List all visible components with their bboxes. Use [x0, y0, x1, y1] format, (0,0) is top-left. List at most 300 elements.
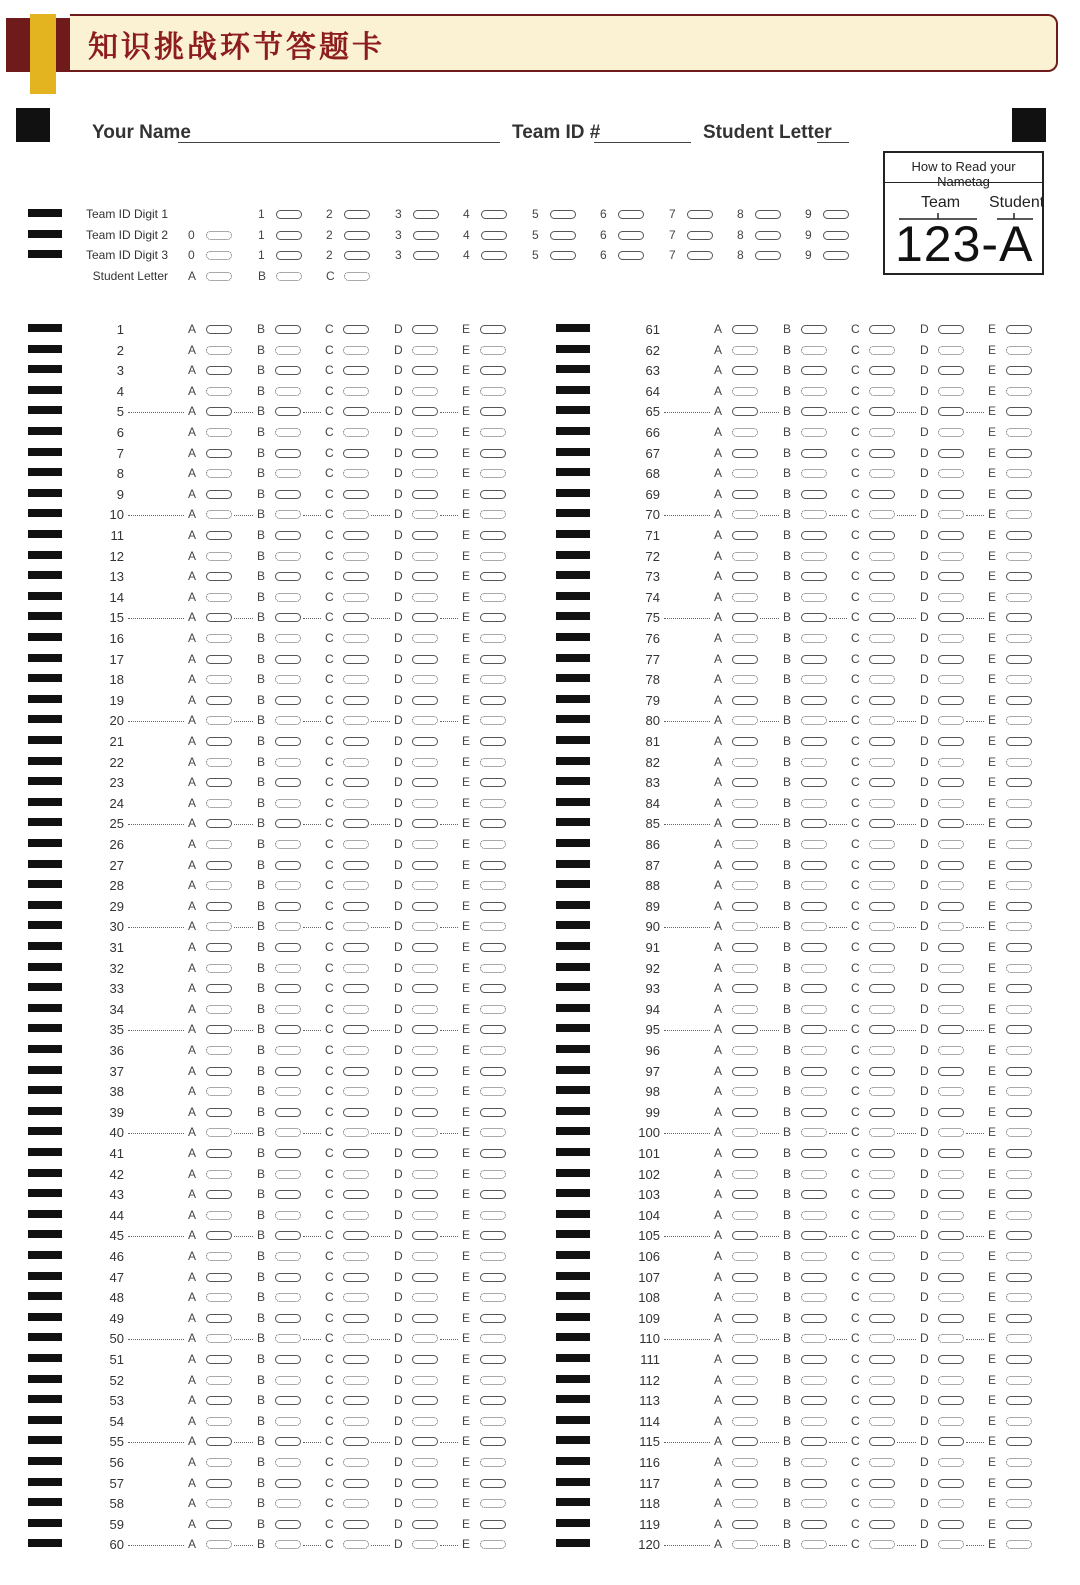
answer-bubble-c[interactable]: [869, 1520, 895, 1529]
answer-bubble-c[interactable]: [343, 861, 369, 870]
answer-bubble-d[interactable]: [412, 1376, 438, 1385]
answer-bubble-b[interactable]: [801, 1479, 827, 1488]
answer-bubble-b[interactable]: [275, 593, 301, 602]
answer-bubble-a[interactable]: [732, 1087, 758, 1096]
answer-bubble-c[interactable]: [869, 510, 895, 519]
answer-bubble-d[interactable]: [938, 964, 964, 973]
answer-bubble-d[interactable]: [938, 490, 964, 499]
answer-bubble-d[interactable]: [938, 1417, 964, 1426]
answer-bubble-c[interactable]: [343, 1314, 369, 1323]
answer-bubble-d[interactable]: [938, 1273, 964, 1282]
answer-bubble-c[interactable]: [869, 1170, 895, 1179]
answer-bubble-d[interactable]: [412, 1190, 438, 1199]
answer-bubble-c[interactable]: [869, 943, 895, 952]
answer-bubble-b[interactable]: [275, 922, 301, 931]
answer-bubble-e[interactable]: [1006, 1170, 1032, 1179]
answer-bubble-c[interactable]: [869, 531, 895, 540]
answer-bubble-e[interactable]: [480, 1437, 506, 1446]
answer-bubble-a[interactable]: [206, 1437, 232, 1446]
answer-bubble-d[interactable]: [412, 964, 438, 973]
answer-bubble-e[interactable]: [480, 1273, 506, 1282]
answer-bubble-b[interactable]: [801, 902, 827, 911]
answer-bubble-e[interactable]: [480, 737, 506, 746]
answer-bubble-d[interactable]: [412, 1520, 438, 1529]
answer-bubble-c[interactable]: [343, 881, 369, 890]
answer-bubble-b[interactable]: [275, 613, 301, 622]
id-bubble-1[interactable]: [276, 210, 302, 219]
answer-bubble-e[interactable]: [480, 1025, 506, 1034]
answer-bubble-a[interactable]: [732, 531, 758, 540]
answer-bubble-e[interactable]: [1006, 1520, 1032, 1529]
answer-bubble-a[interactable]: [732, 1417, 758, 1426]
answer-bubble-e[interactable]: [480, 1458, 506, 1467]
answer-bubble-b[interactable]: [275, 1499, 301, 1508]
answer-bubble-b[interactable]: [801, 737, 827, 746]
answer-bubble-b[interactable]: [275, 943, 301, 952]
answer-bubble-c[interactable]: [343, 1190, 369, 1199]
answer-bubble-a[interactable]: [732, 1314, 758, 1323]
answer-bubble-e[interactable]: [1006, 593, 1032, 602]
answer-bubble-e[interactable]: [1006, 819, 1032, 828]
answer-bubble-c[interactable]: [343, 696, 369, 705]
answer-bubble-a[interactable]: [732, 964, 758, 973]
answer-bubble-b[interactable]: [275, 1025, 301, 1034]
answer-bubble-e[interactable]: [1006, 1355, 1032, 1364]
answer-bubble-c[interactable]: [343, 778, 369, 787]
answer-bubble-a[interactable]: [206, 1108, 232, 1117]
answer-bubble-c[interactable]: [869, 325, 895, 334]
answer-bubble-d[interactable]: [938, 1231, 964, 1240]
answer-bubble-e[interactable]: [1006, 881, 1032, 890]
answer-bubble-a[interactable]: [206, 778, 232, 787]
answer-bubble-e[interactable]: [1006, 902, 1032, 911]
answer-bubble-c[interactable]: [343, 346, 369, 355]
answer-bubble-a[interactable]: [732, 1376, 758, 1385]
answer-bubble-c[interactable]: [343, 1458, 369, 1467]
answer-bubble-b[interactable]: [801, 881, 827, 890]
id-bubble-4[interactable]: [481, 231, 507, 240]
answer-bubble-a[interactable]: [732, 922, 758, 931]
id-bubble-5[interactable]: [550, 210, 576, 219]
answer-bubble-d[interactable]: [938, 428, 964, 437]
answer-bubble-c[interactable]: [869, 1046, 895, 1055]
answer-bubble-a[interactable]: [732, 325, 758, 334]
answer-bubble-b[interactable]: [801, 490, 827, 499]
answer-bubble-b[interactable]: [275, 1108, 301, 1117]
answer-bubble-b[interactable]: [801, 1520, 827, 1529]
answer-bubble-c[interactable]: [343, 428, 369, 437]
answer-bubble-d[interactable]: [938, 387, 964, 396]
answer-bubble-d[interactable]: [938, 1252, 964, 1261]
answer-bubble-e[interactable]: [480, 1190, 506, 1199]
answer-bubble-a[interactable]: [732, 1540, 758, 1549]
answer-bubble-c[interactable]: [343, 1499, 369, 1508]
answer-bubble-e[interactable]: [480, 387, 506, 396]
answer-bubble-c[interactable]: [343, 1376, 369, 1385]
answer-bubble-c[interactable]: [869, 449, 895, 458]
answer-bubble-a[interactable]: [206, 1479, 232, 1488]
id-bubble-A[interactable]: [206, 272, 232, 281]
answer-bubble-b[interactable]: [801, 922, 827, 931]
answer-bubble-e[interactable]: [1006, 655, 1032, 664]
answer-bubble-b[interactable]: [275, 675, 301, 684]
answer-bubble-c[interactable]: [869, 1067, 895, 1076]
answer-bubble-a[interactable]: [206, 1334, 232, 1343]
answer-bubble-a[interactable]: [732, 1252, 758, 1261]
answer-bubble-d[interactable]: [412, 1108, 438, 1117]
answer-bubble-d[interactable]: [938, 325, 964, 334]
answer-bubble-e[interactable]: [1006, 984, 1032, 993]
answer-bubble-b[interactable]: [801, 510, 827, 519]
answer-bubble-a[interactable]: [732, 655, 758, 664]
answer-bubble-d[interactable]: [938, 758, 964, 767]
answer-bubble-d[interactable]: [938, 737, 964, 746]
answer-bubble-a[interactable]: [206, 943, 232, 952]
id-bubble-3[interactable]: [413, 251, 439, 260]
answer-bubble-e[interactable]: [480, 613, 506, 622]
answer-bubble-b[interactable]: [275, 778, 301, 787]
id-bubble-5[interactable]: [550, 251, 576, 260]
answer-bubble-c[interactable]: [869, 799, 895, 808]
answer-bubble-b[interactable]: [275, 819, 301, 828]
answer-bubble-e[interactable]: [480, 407, 506, 416]
answer-bubble-d[interactable]: [938, 1108, 964, 1117]
answer-bubble-b[interactable]: [275, 902, 301, 911]
answer-bubble-b[interactable]: [275, 1437, 301, 1446]
answer-bubble-d[interactable]: [412, 1314, 438, 1323]
answer-bubble-b[interactable]: [275, 366, 301, 375]
answer-bubble-e[interactable]: [1006, 1149, 1032, 1158]
answer-bubble-d[interactable]: [938, 1499, 964, 1508]
answer-bubble-b[interactable]: [801, 366, 827, 375]
answer-bubble-c[interactable]: [343, 984, 369, 993]
id-bubble-0[interactable]: [206, 251, 232, 260]
answer-bubble-b[interactable]: [275, 1520, 301, 1529]
answer-bubble-a[interactable]: [206, 1540, 232, 1549]
answer-bubble-d[interactable]: [938, 1067, 964, 1076]
answer-bubble-b[interactable]: [801, 1128, 827, 1137]
answer-bubble-a[interactable]: [206, 1520, 232, 1529]
answer-bubble-a[interactable]: [206, 346, 232, 355]
answer-bubble-e[interactable]: [1006, 1376, 1032, 1385]
answer-bubble-b[interactable]: [801, 1005, 827, 1014]
answer-bubble-b[interactable]: [801, 1211, 827, 1220]
answer-bubble-c[interactable]: [869, 1273, 895, 1282]
answer-bubble-a[interactable]: [206, 1293, 232, 1302]
answer-bubble-d[interactable]: [412, 1046, 438, 1055]
answer-bubble-c[interactable]: [343, 613, 369, 622]
answer-bubble-e[interactable]: [480, 758, 506, 767]
team-id-field[interactable]: [594, 142, 691, 143]
answer-bubble-e[interactable]: [480, 634, 506, 643]
answer-bubble-a[interactable]: [732, 1128, 758, 1137]
answer-bubble-b[interactable]: [801, 1437, 827, 1446]
answer-bubble-a[interactable]: [732, 407, 758, 416]
answer-bubble-b[interactable]: [275, 737, 301, 746]
answer-bubble-b[interactable]: [801, 1108, 827, 1117]
answer-bubble-e[interactable]: [1006, 1273, 1032, 1282]
answer-bubble-c[interactable]: [343, 1417, 369, 1426]
answer-bubble-e[interactable]: [480, 366, 506, 375]
answer-bubble-a[interactable]: [206, 387, 232, 396]
answer-bubble-b[interactable]: [275, 1087, 301, 1096]
answer-bubble-e[interactable]: [1006, 778, 1032, 787]
answer-bubble-c[interactable]: [869, 1458, 895, 1467]
answer-bubble-e[interactable]: [1006, 716, 1032, 725]
answer-bubble-e[interactable]: [480, 1128, 506, 1137]
answer-bubble-e[interactable]: [1006, 758, 1032, 767]
answer-bubble-d[interactable]: [412, 1437, 438, 1446]
answer-bubble-e[interactable]: [480, 1314, 506, 1323]
answer-bubble-c[interactable]: [343, 510, 369, 519]
answer-bubble-e[interactable]: [1006, 510, 1032, 519]
answer-bubble-a[interactable]: [206, 716, 232, 725]
answer-bubble-e[interactable]: [480, 902, 506, 911]
answer-bubble-d[interactable]: [938, 469, 964, 478]
answer-bubble-c[interactable]: [343, 675, 369, 684]
answer-bubble-b[interactable]: [801, 1293, 827, 1302]
answer-bubble-c[interactable]: [869, 1025, 895, 1034]
id-bubble-8[interactable]: [755, 251, 781, 260]
answer-bubble-e[interactable]: [1006, 325, 1032, 334]
answer-bubble-b[interactable]: [801, 1417, 827, 1426]
answer-bubble-e[interactable]: [1006, 1005, 1032, 1014]
answer-bubble-d[interactable]: [938, 1211, 964, 1220]
answer-bubble-a[interactable]: [732, 613, 758, 622]
answer-bubble-a[interactable]: [206, 675, 232, 684]
answer-bubble-b[interactable]: [801, 964, 827, 973]
answer-bubble-d[interactable]: [938, 696, 964, 705]
id-bubble-8[interactable]: [755, 231, 781, 240]
answer-bubble-e[interactable]: [1006, 1128, 1032, 1137]
answer-bubble-a[interactable]: [732, 840, 758, 849]
answer-bubble-a[interactable]: [732, 510, 758, 519]
answer-bubble-a[interactable]: [206, 840, 232, 849]
id-bubble-2[interactable]: [344, 251, 370, 260]
answer-bubble-e[interactable]: [1006, 407, 1032, 416]
answer-bubble-d[interactable]: [938, 1520, 964, 1529]
answer-bubble-b[interactable]: [275, 1128, 301, 1137]
answer-bubble-c[interactable]: [343, 737, 369, 746]
answer-bubble-e[interactable]: [480, 469, 506, 478]
name-field[interactable]: [178, 142, 500, 143]
answer-bubble-b[interactable]: [275, 1067, 301, 1076]
answer-bubble-c[interactable]: [869, 1499, 895, 1508]
answer-bubble-a[interactable]: [206, 737, 232, 746]
answer-bubble-b[interactable]: [801, 1540, 827, 1549]
answer-bubble-d[interactable]: [938, 1437, 964, 1446]
id-bubble-5[interactable]: [550, 231, 576, 240]
answer-bubble-d[interactable]: [938, 943, 964, 952]
answer-bubble-a[interactable]: [206, 613, 232, 622]
answer-bubble-c[interactable]: [343, 1025, 369, 1034]
answer-bubble-a[interactable]: [206, 552, 232, 561]
answer-bubble-e[interactable]: [1006, 346, 1032, 355]
answer-bubble-a[interactable]: [206, 490, 232, 499]
answer-bubble-d[interactable]: [938, 531, 964, 540]
answer-bubble-d[interactable]: [938, 613, 964, 622]
answer-bubble-c[interactable]: [869, 1293, 895, 1302]
answer-bubble-d[interactable]: [412, 1273, 438, 1282]
answer-bubble-a[interactable]: [206, 922, 232, 931]
answer-bubble-e[interactable]: [480, 1170, 506, 1179]
answer-bubble-d[interactable]: [412, 1479, 438, 1488]
answer-bubble-e[interactable]: [480, 675, 506, 684]
answer-bubble-d[interactable]: [412, 1293, 438, 1302]
answer-bubble-e[interactable]: [480, 861, 506, 870]
answer-bubble-e[interactable]: [480, 922, 506, 931]
answer-bubble-e[interactable]: [1006, 1252, 1032, 1261]
answer-bubble-d[interactable]: [938, 366, 964, 375]
answer-bubble-c[interactable]: [343, 964, 369, 973]
answer-bubble-d[interactable]: [938, 1190, 964, 1199]
answer-bubble-a[interactable]: [732, 366, 758, 375]
answer-bubble-a[interactable]: [206, 1458, 232, 1467]
answer-bubble-c[interactable]: [343, 1334, 369, 1343]
answer-bubble-d[interactable]: [938, 552, 964, 561]
answer-bubble-d[interactable]: [412, 675, 438, 684]
answer-bubble-c[interactable]: [343, 387, 369, 396]
answer-bubble-b[interactable]: [801, 943, 827, 952]
answer-bubble-b[interactable]: [801, 1231, 827, 1240]
answer-bubble-c[interactable]: [869, 1314, 895, 1323]
answer-bubble-c[interactable]: [869, 1128, 895, 1137]
answer-bubble-e[interactable]: [1006, 922, 1032, 931]
answer-bubble-c[interactable]: [343, 1211, 369, 1220]
answer-bubble-d[interactable]: [412, 696, 438, 705]
answer-bubble-e[interactable]: [480, 964, 506, 973]
answer-bubble-a[interactable]: [732, 1170, 758, 1179]
answer-bubble-a[interactable]: [732, 1273, 758, 1282]
answer-bubble-a[interactable]: [206, 1067, 232, 1076]
answer-bubble-e[interactable]: [1006, 469, 1032, 478]
answer-bubble-c[interactable]: [343, 716, 369, 725]
answer-bubble-e[interactable]: [1006, 552, 1032, 561]
answer-bubble-a[interactable]: [206, 1417, 232, 1426]
answer-bubble-e[interactable]: [1006, 531, 1032, 540]
answer-bubble-a[interactable]: [732, 1005, 758, 1014]
answer-bubble-c[interactable]: [343, 922, 369, 931]
answer-bubble-d[interactable]: [412, 531, 438, 540]
answer-bubble-a[interactable]: [732, 881, 758, 890]
answer-bubble-a[interactable]: [206, 881, 232, 890]
answer-bubble-b[interactable]: [275, 696, 301, 705]
answer-bubble-e[interactable]: [480, 1499, 506, 1508]
answer-bubble-c[interactable]: [869, 407, 895, 416]
answer-bubble-b[interactable]: [275, 758, 301, 767]
answer-bubble-e[interactable]: [1006, 696, 1032, 705]
answer-bubble-d[interactable]: [412, 325, 438, 334]
answer-bubble-e[interactable]: [1006, 1231, 1032, 1240]
answer-bubble-d[interactable]: [938, 1293, 964, 1302]
answer-bubble-c[interactable]: [343, 799, 369, 808]
answer-bubble-d[interactable]: [938, 799, 964, 808]
answer-bubble-a[interactable]: [206, 1273, 232, 1282]
answer-bubble-c[interactable]: [869, 655, 895, 664]
answer-bubble-a[interactable]: [732, 737, 758, 746]
answer-bubble-c[interactable]: [343, 1087, 369, 1096]
answer-bubble-d[interactable]: [938, 1005, 964, 1014]
id-bubble-6[interactable]: [618, 210, 644, 219]
id-bubble-1[interactable]: [276, 231, 302, 240]
answer-bubble-e[interactable]: [480, 943, 506, 952]
answer-bubble-a[interactable]: [206, 1376, 232, 1385]
answer-bubble-d[interactable]: [412, 861, 438, 870]
answer-bubble-e[interactable]: [1006, 613, 1032, 622]
answer-bubble-a[interactable]: [732, 1499, 758, 1508]
answer-bubble-b[interactable]: [275, 1396, 301, 1405]
answer-bubble-b[interactable]: [275, 1417, 301, 1426]
answer-bubble-b[interactable]: [275, 387, 301, 396]
answer-bubble-b[interactable]: [801, 428, 827, 437]
answer-bubble-c[interactable]: [343, 469, 369, 478]
answer-bubble-c[interactable]: [869, 572, 895, 581]
answer-bubble-e[interactable]: [1006, 1211, 1032, 1220]
answer-bubble-e[interactable]: [480, 1355, 506, 1364]
answer-bubble-e[interactable]: [480, 655, 506, 664]
answer-bubble-b[interactable]: [275, 655, 301, 664]
answer-bubble-c[interactable]: [869, 613, 895, 622]
answer-bubble-a[interactable]: [206, 1396, 232, 1405]
answer-bubble-c[interactable]: [869, 840, 895, 849]
answer-bubble-a[interactable]: [206, 366, 232, 375]
answer-bubble-c[interactable]: [343, 1293, 369, 1302]
answer-bubble-d[interactable]: [938, 1170, 964, 1179]
answer-bubble-a[interactable]: [206, 593, 232, 602]
answer-bubble-c[interactable]: [869, 716, 895, 725]
answer-bubble-e[interactable]: [480, 531, 506, 540]
answer-bubble-b[interactable]: [801, 1314, 827, 1323]
id-bubble-3[interactable]: [413, 231, 439, 240]
answer-bubble-a[interactable]: [206, 758, 232, 767]
answer-bubble-d[interactable]: [412, 655, 438, 664]
answer-bubble-a[interactable]: [732, 1293, 758, 1302]
answer-bubble-b[interactable]: [801, 1170, 827, 1179]
answer-bubble-c[interactable]: [869, 984, 895, 993]
answer-bubble-c[interactable]: [869, 1252, 895, 1261]
answer-bubble-e[interactable]: [480, 881, 506, 890]
answer-bubble-c[interactable]: [869, 593, 895, 602]
answer-bubble-d[interactable]: [412, 613, 438, 622]
answer-bubble-e[interactable]: [1006, 634, 1032, 643]
id-bubble-0[interactable]: [206, 231, 232, 240]
answer-bubble-d[interactable]: [938, 1128, 964, 1137]
answer-bubble-c[interactable]: [343, 490, 369, 499]
answer-bubble-b[interactable]: [801, 593, 827, 602]
answer-bubble-e[interactable]: [480, 1334, 506, 1343]
answer-bubble-a[interactable]: [732, 696, 758, 705]
answer-bubble-a[interactable]: [732, 819, 758, 828]
answer-bubble-e[interactable]: [480, 819, 506, 828]
answer-bubble-b[interactable]: [275, 1149, 301, 1158]
answer-bubble-b[interactable]: [801, 1067, 827, 1076]
answer-bubble-e[interactable]: [1006, 1334, 1032, 1343]
answer-bubble-a[interactable]: [732, 469, 758, 478]
answer-bubble-d[interactable]: [412, 1458, 438, 1467]
answer-bubble-a[interactable]: [732, 716, 758, 725]
answer-bubble-a[interactable]: [206, 407, 232, 416]
answer-bubble-a[interactable]: [732, 490, 758, 499]
answer-bubble-c[interactable]: [869, 1211, 895, 1220]
answer-bubble-a[interactable]: [732, 1520, 758, 1529]
answer-bubble-d[interactable]: [938, 1025, 964, 1034]
answer-bubble-c[interactable]: [343, 1108, 369, 1117]
answer-bubble-b[interactable]: [801, 1458, 827, 1467]
answer-bubble-c[interactable]: [869, 469, 895, 478]
answer-bubble-b[interactable]: [275, 407, 301, 416]
answer-bubble-c[interactable]: [869, 1355, 895, 1364]
answer-bubble-b[interactable]: [801, 634, 827, 643]
